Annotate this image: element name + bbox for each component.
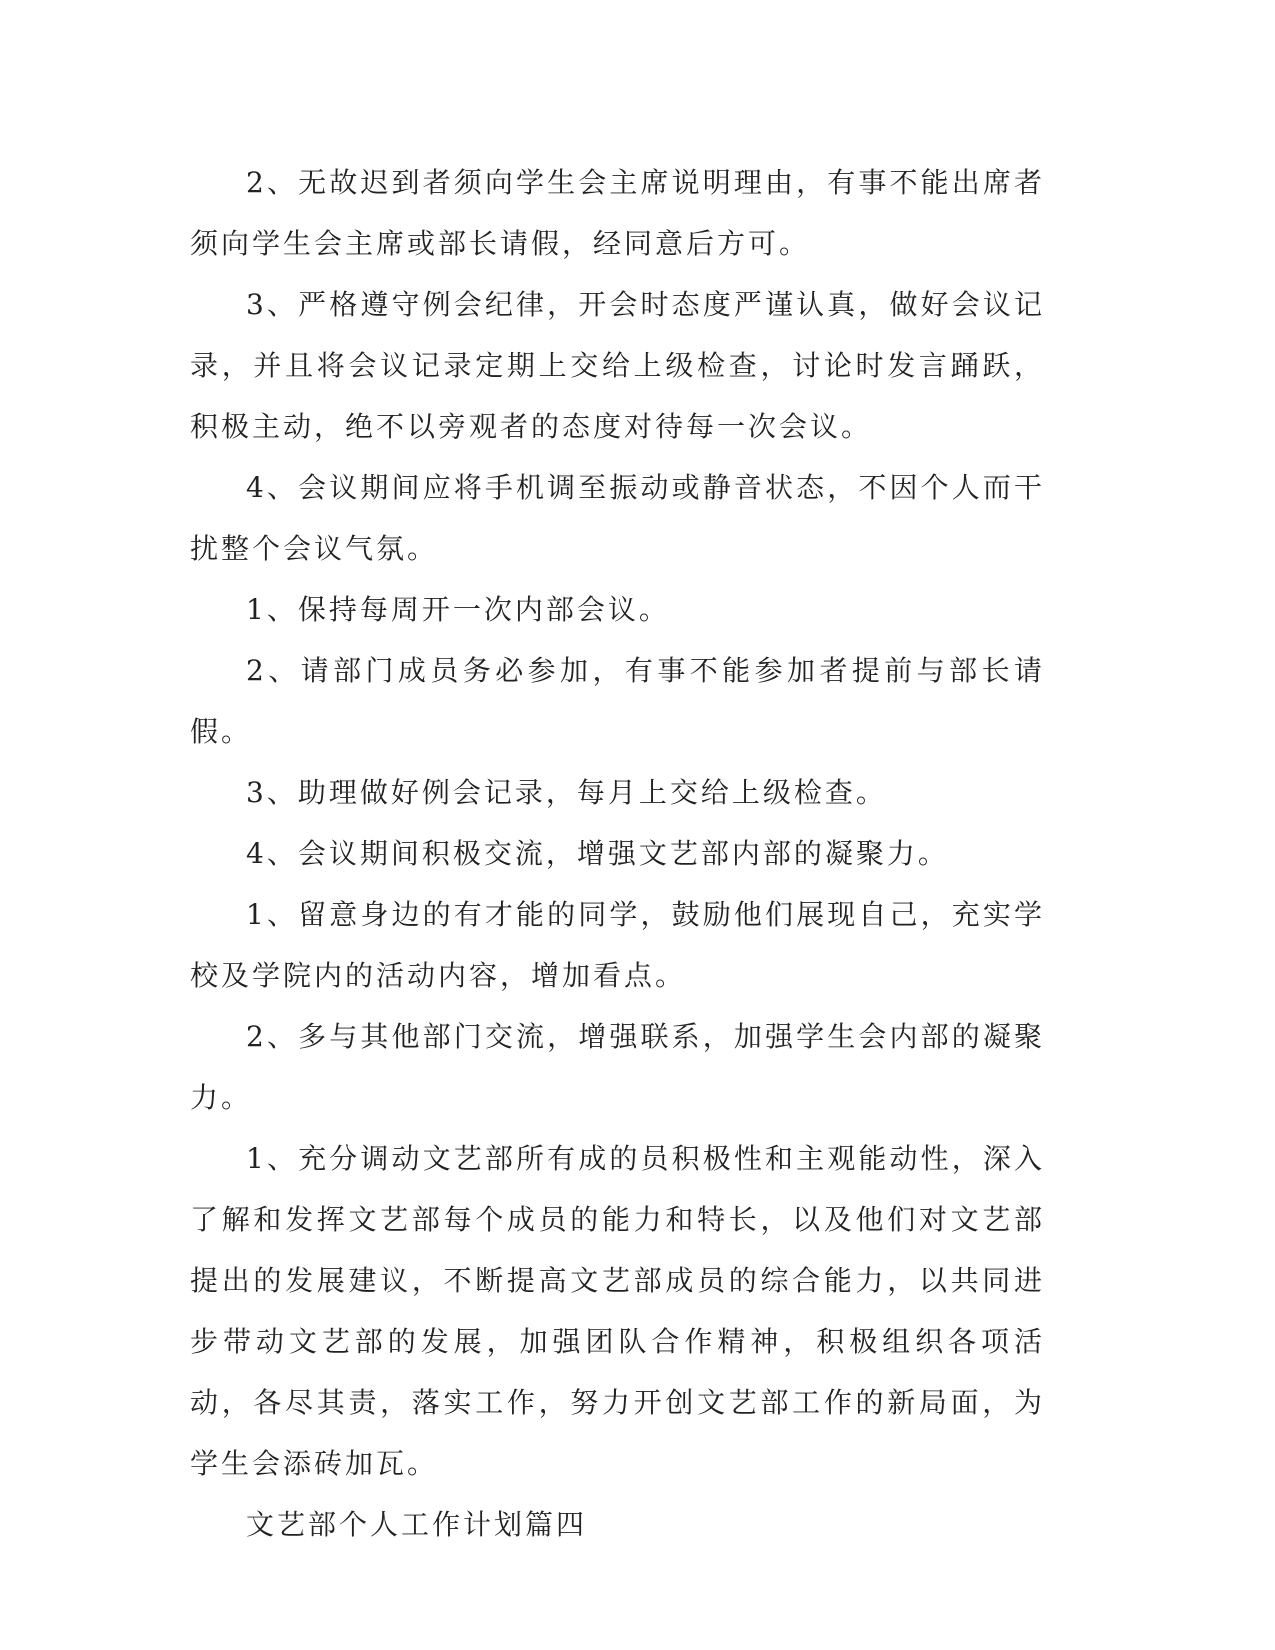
paragraph-minutes: 3、助理做好例会记录，每月上交给上级检查。 bbox=[246, 776, 887, 809]
paragraph-summary: 1、充分调动文艺部所有成的员积极性和主观能动性，深入了解和发挥文艺部每个成员的能力和特长，以及他们对文艺部提出的发展建议，不断提高文艺部成员的综合能力，以共同进步带动文艺部的发展，加强团队合作精神，积极组织各项活动，各尽其责，落实工作，努力开创文艺部工作的新局面，为学生会添砖加瓦。 bbox=[190, 1142, 1045, 1480]
paragraph-cohesion: 4、会议期间积极交流，增强文艺部内部的凝聚力。 bbox=[246, 837, 949, 870]
paragraph-talent: 1、留意身边的有才能的同学，鼓励他们展现自己，充实学校及学院内的活动内容，增加看点。 bbox=[190, 898, 1045, 992]
paragraph-communication: 2、多与其他部门交流，增强联系，加强学生会内部的凝聚力。 bbox=[190, 1020, 1045, 1114]
paragraph-absence-rule: 2、无故迟到者须向学生会主席说明理由，有事不能出席者须向学生会主席或部长请假，经同意后方可。 bbox=[190, 166, 1045, 260]
paragraph-weekly-meeting: 1、保持每周开一次内部会议。 bbox=[246, 593, 670, 626]
paragraph-discipline-rule: 3、严格遵守例会纪律，开会时态度严谨认真，做好会议记录，并且将会议记录定期上交给上级检查，讨论时发言踊跃，积极主动，绝不以旁观者的态度对待每一次会议。 bbox=[190, 288, 1045, 443]
paragraph-phone-rule: 4、会议期间应将手机调至振动或静音状态，不因个人而干扰整个会议气氛。 bbox=[190, 471, 1045, 565]
section-heading: 文艺部个人工作计划篇四 bbox=[246, 1508, 588, 1541]
paragraph-attendance: 2、请部门成员务必参加，有事不能参加者提前与部长请假。 bbox=[190, 654, 1045, 748]
